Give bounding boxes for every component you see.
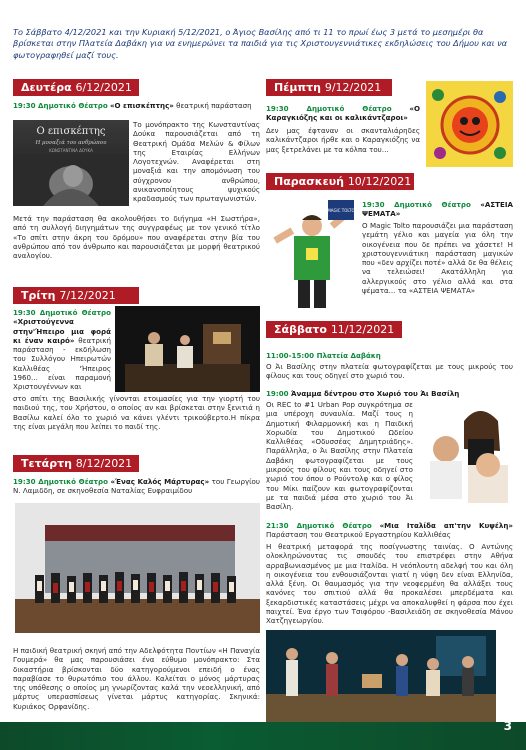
tuesday-body-left: θεατρική παράσταση - εκδήλωση του Συλλόγου Ηπειρωτών Καλλιθέας 'Ήπειρος 1960... είναι παραμονή Χριστουγέννων και [13, 335, 111, 392]
tuesday-stage-image [115, 306, 260, 392]
friday-body [362, 221, 513, 295]
karagiozis-image [426, 81, 513, 167]
section-header-saturday [266, 321, 402, 338]
tuesday-body-full: στο σπίτι της Βασιλικής γίνονται ετοιμασίες για την γιορτή του παιδιού της, του Χρήστου, ο οποίος αν και βρίσκεται στην ξενιτιά η Βασίλω καλεί όλο το χωριό να κάνει γλέντι τρικούβερτο.Η πίκρα της είναι μεγάλη που λείπει το παιδί της. [13, 394, 260, 431]
event-time-venue: 19:30 Δημοτικό Θέατρο [13, 477, 109, 486]
book-author: ΚΩΝΣΤΑΝΤΙΝΑ ΔΟΥΚΑ [49, 148, 93, 153]
section-header-friday [266, 173, 414, 190]
event-time-venue: 19:30 Δημοτικό Θέατρο [362, 200, 471, 209]
section-header-monday [13, 79, 139, 96]
book-cover-image [13, 120, 129, 206]
thursday-event-line [266, 104, 420, 123]
event-type: θεατρική παράσταση [173, 101, 252, 110]
wednesday-event-line [13, 477, 260, 496]
book-subtitle: Η μοναξιά του ανθρώπου [35, 140, 107, 146]
friday-event-line [362, 200, 513, 219]
wednesday-body: Η παιδική θεατρική σκηνή από την Αδελφότητα Ποντίων «Η Παναγία Γουμερά» θα μας παρουσιάσει ένα εύθυμο μονόπρακτο: Στα δικαστήρια βρίσκονται δύο κατηγορούμενοι επειδή ο ένας παραβίασε το θυρωτόπιο του άλλου. Καλείται ο μόνος μάρτυρας της υπόθεσης ο οποίος μη γνωρίζοντας καλά την νεοελληνική, από μάρτυς υπερασπίσεως γίνεται μάρτυς κατηγορίας. Σκηνικά: Κυριάκος Ορφανίδης. [13, 646, 260, 711]
saturday-e3-line [266, 521, 513, 540]
magician-image [268, 196, 358, 308]
day-label: Τετάρτη [21, 457, 72, 470]
day-label: Παρασκευή [274, 175, 344, 188]
event-title: «Ο επισκέπτης» [109, 101, 174, 110]
saturday-e1-time: 11:00-15:00 Πλατεία Δαβάκη [266, 351, 381, 360]
day-label: Τρίτη [21, 289, 56, 302]
event-time-venue: 19:30 Δημοτικό Θέατρο [266, 104, 392, 113]
band-photo [418, 399, 513, 503]
monday-body-full: Μετά την παράσταση θα ακολουθήσει το διήγημα «Η Σωστήρα», από τη συλλογή διηγημάτων της συγγραφέως με τον γενικό τίτλο «Το σπίτι στην άκρη του δρόμου» που αναφέρεται στην βία του ανθρώπου από τον άνθρωπο και παρουσιάζεται με μορφή θεατρικού αναλογίου. [13, 214, 260, 261]
event-time: 19:00 [266, 389, 289, 398]
karagiozis-illustration [426, 81, 513, 167]
wednesday-stage-image [15, 503, 260, 633]
saturday-e2-line [266, 389, 513, 398]
event-title: «Χριστούγεννα στην'Ήπειρο μια φορά κι έναν καιρό» [13, 317, 111, 345]
stage-photo [115, 306, 260, 392]
magician-photo [268, 196, 358, 308]
event-rest: του Γεωργίου Ν. Λαμιδδη, σε σκηνοθεσία Ναταλίας Ευφραιμίδου [13, 477, 260, 496]
day-label: Πέμπτη [274, 81, 321, 94]
book-title: Ο επισκέπτης [36, 126, 106, 137]
event-title: «Μια Ιταλίδα απ'την Κυψέλη» [379, 521, 513, 530]
event-title: Άναμμα δέντρου στο Χωριό του Άι Βασίλη [290, 389, 460, 398]
event-time-venue: 21:30 Δημοτικό Θέατρο [266, 521, 372, 530]
section-header-tuesday [13, 287, 139, 304]
event-rest: Παράσταση του Θεατρικού Εργαστηρίου Καλλιθέας [266, 530, 451, 540]
intro-paragraph: Το Σάββατο 4/12/2021 και την Κυριακή 5/12/2021, ο Άγιος Βασίλης από τι 11 το πρωί έως 3 μετά το μεσημέρι θα βρίσκεται στην Πλατεία Δαβάκη για να ενημερώνει τα παιδιά για τις Χριστουγεννιάτικες εκδηλώσεις του Δήμου και να φωτογραφηθεί μαζί τους. [13, 27, 508, 60]
book-photo [13, 154, 129, 206]
magician-sign: MAGIC TOLTO [327, 208, 355, 213]
thursday-body: Δεν μας έφταναν οι σκανταλιάρηδες καλικάντζαροι ήρθε και ο Καραγκιόζης να μας ξετρελάνει με τα κόλπα του… [266, 126, 420, 154]
italida-stage-image [266, 630, 496, 722]
friday-body-end: τα «ΑΣΤΕΙΑ ΨΕΜΑΤΑ» [397, 286, 476, 296]
event-time-venue: 19:30 Δημοτικό Θέατρο [13, 101, 108, 110]
monday-event-line [13, 101, 259, 110]
page-footer-band [0, 722, 526, 750]
day-label: Δευτέρα [21, 81, 72, 94]
date-label: 11/12/2021 [330, 323, 395, 336]
event-title: «Ο Καραγκιόζης και οι καλικάντζαροι» [266, 104, 420, 123]
event-time-venue: 19:30 Δημοτικό Θέατρο [13, 308, 111, 317]
friday-body-text: Ο Magic Tolto παρουσιάζει μια παράσταση γεμάτη γέλιο και μαγεία για όλη την οικογένεια που δε πρέπει να χάσετε! Η χριστουγεννιάτικη παράσταση μαγικών που «δεν αρχίζει ποτέ» αλλά δε θα θέλεις να τελειώσει! Ακατάλληλη για αλλεργικούς στο γέλιο αλλά και στα ψέματα... [362, 221, 513, 296]
date-label: 10/12/2021 [347, 175, 412, 188]
day-label: Σάββατο [274, 323, 327, 336]
saturday-e3-body: Η θεατρική μεταφορά της ποσίγνωστης ταινίας. Ο Αντώνης ολοκληρώνοντας τις σπουδές του επιστρέφει στην Αθήνα αρραβωνιασμένος με μια Ιταλίδα. Η νεόπλουτη αδελφή του και όλη η οικογένεια του ενθουσιάζονται γιατί η νύφη δεν είναι Ελληνίδα, αλλά ξένη. Οι θαυμασμός για την νεοφερμένη θα αλλάξει τους κανόνες του σπιτιού αλλά θα προκαλέσει μπερδέματα και ξεκαρδιστικές καταστάσεις μέχρι να αποκαλυφθεί η φάρσα που έχει παιχτεί. Ένα έργο των Τσιφόρου -Βασιλειάδη σε σκηνοθεσία Μάνου Χατζηγεωργίου. [266, 542, 513, 626]
saturday-e1-body: Ο Άι Βασίλης στην πλατεία φωτογραφίζεται με τους μικρούς του φίλους και τους οδηγεί στο χωριό του. [266, 362, 513, 381]
date-label: 9/12/2021 [324, 81, 382, 94]
monday-body-right: Το μονόπρακτο της Κωνσταντίνας Δούκα παρουσιάζεται από τη Θεατρική Ομάδα Μελών & Φίλων της Εταιρίας Ελλήνων Λογοτεχνών. Αναφέρεται στη μοναξιά και την απομόνωση του σύγχρονου ανθρώπου, ανικανοποίητους ψυχικούς κραδασμούς των πρωταγωνιστών. [133, 120, 260, 204]
band-image [418, 399, 513, 503]
date-label: 8/12/2021 [75, 457, 133, 470]
section-header-wednesday [13, 455, 139, 472]
event-title: «ΑΣΤΕΙΑ ΨΕΜΑΤΑ» [362, 200, 513, 219]
section-header-thursday [266, 79, 392, 96]
tuesday-event-line [13, 308, 111, 392]
date-label: 7/12/2021 [59, 289, 116, 302]
date-label: 6/12/2021 [75, 81, 132, 94]
italida-photo [266, 630, 496, 722]
troupe-photo [15, 503, 260, 633]
saturday-e2-body: Οι REC to #1 Urban Pop συγκρότημα σε μια υπέροχη συναυλία. Μαζί τους η Δημοτική Φιλαρμονική και η Παιδική Χορωδία του Δημοτικού Ωδείου Καλλιθέας «Οδυσσέας Δημητριάδης». Παράλληλα, ο Άι Βασίλης στην Πλατεία Δαβάκη φωτογραφίζεται με τους μικρούς του φίλους και τους οδηγεί στο χωριό του όπου ο Ρούντολφ και ο φίλος του Μίκι παίζουν και φωτογραφίζονται με τα παιδιά μέσα στο χωριό του Άι Βασίλη. [266, 400, 413, 512]
event-title: «Ένας Καλός Μάρτυρας» [110, 477, 210, 486]
page-number: 3 [503, 719, 512, 733]
